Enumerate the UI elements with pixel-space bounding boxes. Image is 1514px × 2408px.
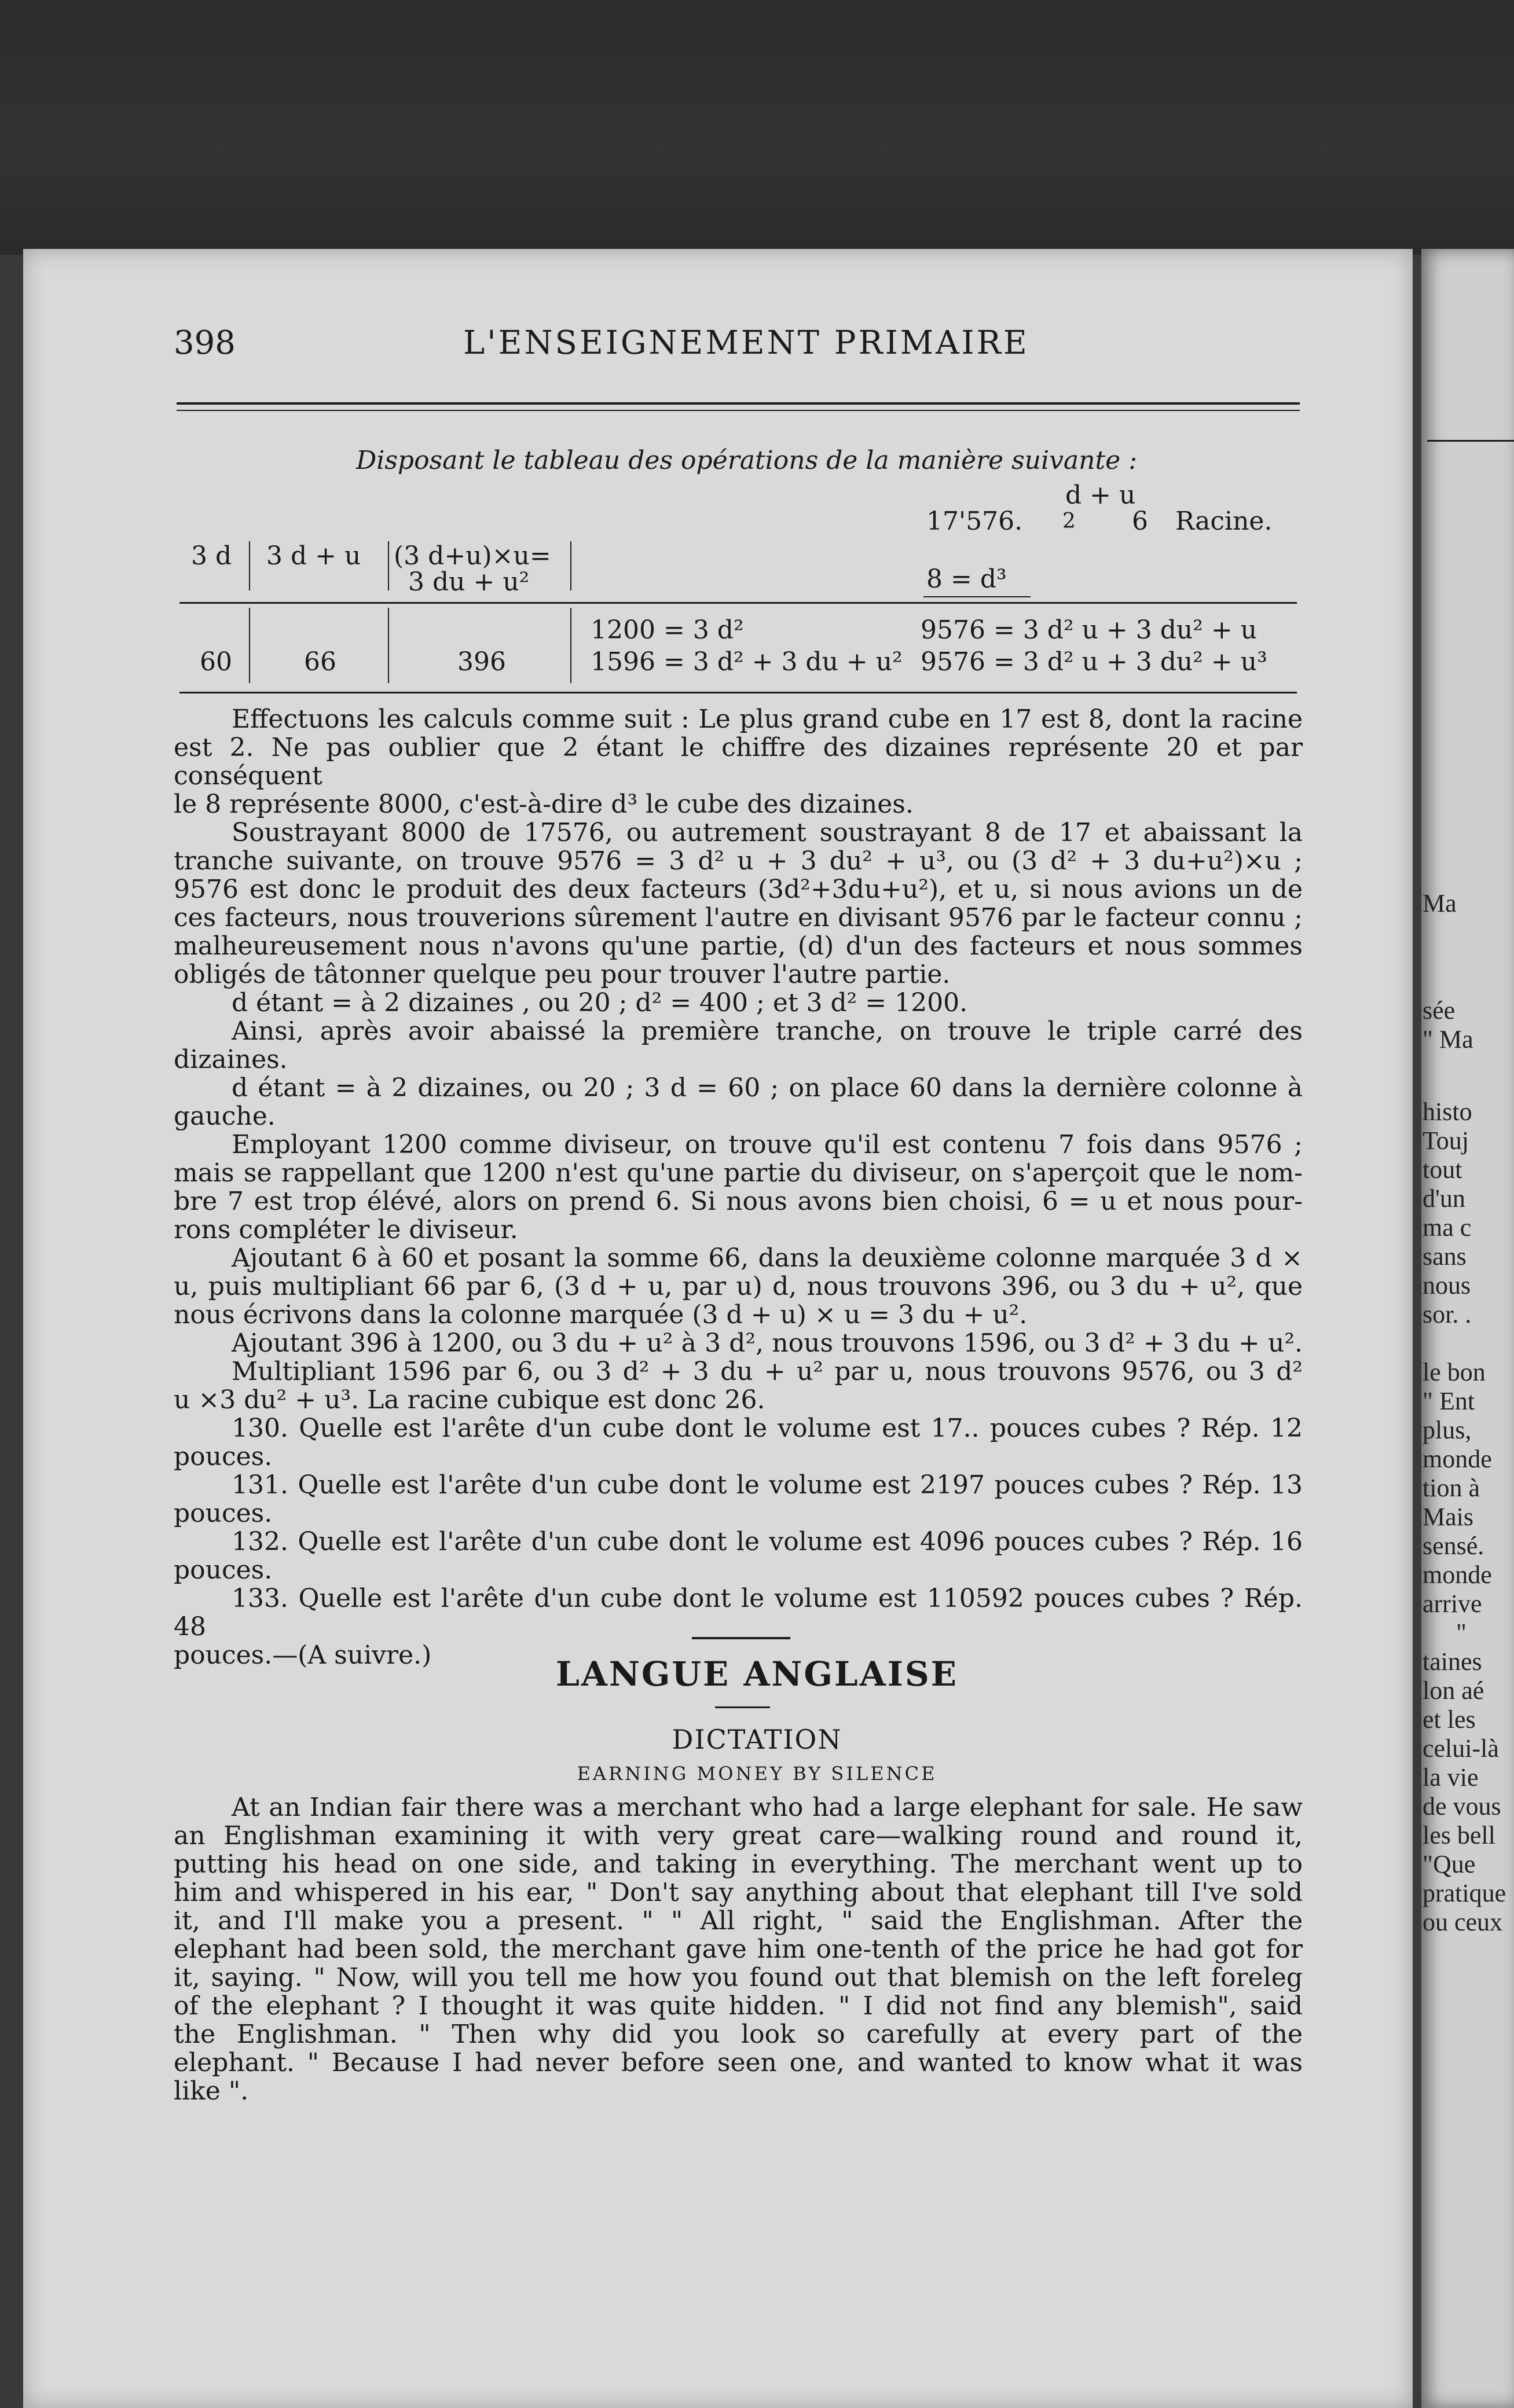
table-value-396: 396 [457, 647, 506, 677]
exercise-130: 130. Quelle est l'arête d'un cube dont le volume est 17.. pouces cubes ? Rép. 12 [232, 1414, 1303, 1443]
table-vline-5 [388, 608, 389, 683]
body-line: tranche suivante, on trouve 9576 = 3 d² u + 3 du² + u³, ou (3 d² + 3 du+u²)×u ; [174, 846, 1303, 876]
right-fragment: Touj [1423, 1126, 1469, 1155]
body-line: dizaines. [174, 1045, 288, 1074]
right-fragment: tout [1423, 1155, 1462, 1184]
right-fragment: de vous [1423, 1792, 1501, 1820]
body-line: gauche. [174, 1102, 276, 1131]
racine-top: d + u [1065, 480, 1136, 510]
story-line: an Englishman examining it with very great care—walking round and round it, [174, 1821, 1303, 1851]
right-fragment: lon aé [1423, 1676, 1484, 1705]
table-intro: Disposant le tableau des opérations de la manière suivante : [356, 446, 1138, 475]
exercise-133: 133. Quelle est l'arête d'un cube dont le volume est 110592 pouces cubes ? Rép. 48 [174, 1584, 1303, 1642]
right-fragment: tion à [1423, 1474, 1480, 1502]
scanner-background [0, 0, 1514, 255]
table-header-product-2: 3 du + u² [408, 567, 530, 597]
body-line: mais se rappellant que 1200 n'est qu'une partie du diviseur, on s'aperçoit que le nom- [174, 1158, 1303, 1188]
body-line: pouces. [174, 1555, 273, 1585]
story-line: it, and I'll make you a present. " " All right, " said the Englishman. After the [174, 1906, 1303, 1936]
story-line: of the elephant ? I thought it was quite hidden. " I did not find any blemish", said [174, 1991, 1303, 2021]
body-line: d étant = à 2 dizaines , ou 20 ; d² = 400 ; et 3 d² = 1200. [232, 988, 968, 1018]
first-cube-rule [923, 596, 1031, 597]
right-fragment: nous [1423, 1271, 1471, 1300]
story-line: the Englishman. " Then why did you look so carefully at every part of the [174, 2020, 1303, 2049]
right-fragment: sor. . [1423, 1300, 1472, 1328]
exercise-131: 131. Quelle est l'arête d'un cube dont le volume est 2197 pouces cubes ? Rép. 13 [232, 1470, 1303, 1500]
right-page-edge [1421, 249, 1514, 2408]
right-fragment: le bon [1423, 1358, 1486, 1386]
dictation-heading: DICTATION [672, 1724, 842, 1755]
right-fragment: et les [1423, 1705, 1476, 1734]
right-fragment: la vie [1423, 1763, 1479, 1792]
table-rule-top [179, 602, 1297, 604]
right-fragment: plus, [1423, 1416, 1472, 1444]
table-header-product: (3 d+u)×u= [394, 541, 551, 571]
body-line: nous écrivons dans la colonne marquée (3 d + u) × u = 3 du + u². [174, 1300, 1028, 1330]
body-line: rons compléter le diviseur. [174, 1215, 518, 1245]
body-line: ces facteurs, nous trouverions sûrement l'autre en divisant 9576 par le facteur connu ; [174, 903, 1303, 933]
right-fragment: pratique [1423, 1879, 1506, 1907]
story-line: elephant. " Because I had never before seen one, and wanted to know what it was [174, 2048, 1303, 2077]
right-fragment: taines [1423, 1647, 1482, 1676]
story-line: it, saying. " Now, will you tell me how you found out that blemish on the left foreleg [174, 1963, 1303, 1992]
body-line: Soustrayant 8000 de 17576, ou autrement soustrayant 8 de 17 et abaissant la [232, 818, 1303, 847]
body-line: est 2. Ne pas oublier que 2 étant le chiffre des dizaines représente 20 et par conséquent [174, 733, 1303, 791]
table-header-3d-u: 3 d + u [266, 541, 361, 571]
right-fragment: " Ma [1423, 1025, 1473, 1054]
racine-digit-d: 2 [1062, 509, 1076, 533]
running-title: L'ENSEIGNEMENT PRIMAIRE [463, 324, 1029, 362]
subtitle-rule [715, 1706, 770, 1708]
story-title: EARNING MONEY BY SILENCE [577, 1763, 937, 1785]
table-rule-bottom [179, 692, 1297, 693]
body-line: Employant 1200 comme diviseur, on trouve qu'il est contenu 7 fois dans 9576 ; [232, 1130, 1303, 1159]
right-fragment: les bell [1423, 1821, 1495, 1849]
body-line: pouces. [174, 1442, 273, 1471]
table-vline-1 [249, 541, 250, 590]
right-fragment: Ma [1423, 889, 1457, 917]
section-title: LANGUE ANGLAISE [556, 1654, 958, 1694]
story-line: elephant had been sold, the merchant gave him one-tenth of the price he had got for [174, 1935, 1303, 1964]
racine-digit-u: 6 [1132, 506, 1148, 536]
racine-label: Racine. [1175, 506, 1273, 536]
exercise-132: 132. Quelle est l'arête d'un cube dont le volume est 4096 pouces cubes ? Rép. 16 [232, 1527, 1303, 1557]
right-fragment: " [1456, 1618, 1467, 1647]
body-line: pouces.—(A suivre.) [174, 1640, 432, 1670]
table-value-66: 66 [304, 647, 336, 677]
table-vline-6 [570, 608, 571, 683]
header-rule-thick [177, 402, 1300, 405]
body-line: u, puis multipliant 66 par 6, (3 d + u, par u) d, nous trouvons 396, ou 3 du + u², que [174, 1272, 1303, 1301]
table-eq-1596: 1596 = 3 d² + 3 du + u² [591, 647, 903, 677]
table-eq-1200: 1200 = 3 d² [591, 615, 744, 645]
page-number: 398 [174, 324, 236, 362]
story-line: him and whispered in his ear, " Don't say anything about that elephant till I've sold [174, 1878, 1303, 1907]
table-header-3d: 3 d [191, 541, 232, 571]
body-line: obligés de tâtonner quelque peu pour trouver l'autre partie. [174, 960, 951, 989]
right-fragment: sensé. [1423, 1532, 1484, 1560]
section-rule [692, 1637, 790, 1639]
body-line: le 8 représente 8000, c'est-à-dire d³ le cube des dizaines. [174, 790, 914, 819]
body-line: d étant = à 2 dizaines, ou 20 ; 3 d = 60 ; on place 60 dans la dernière colonne à [232, 1073, 1303, 1103]
right-fragment: arrive [1423, 1590, 1482, 1618]
table-remainder-1: 9576 = 3 d² u + 3 du² + u [921, 615, 1258, 645]
right-fragment: " Ent [1423, 1387, 1475, 1415]
body-line: malheureusement nous n'avons qu'une partie, (d) d'un des facteurs et nous sommes [174, 931, 1303, 961]
right-page-rule [1427, 440, 1514, 442]
right-fragment: sée [1423, 996, 1456, 1025]
right-fragment: sans [1423, 1242, 1467, 1271]
body-text [174, 705, 1303, 1669]
right-fragment: monde [1423, 1445, 1492, 1473]
right-fragment: histo [1423, 1097, 1472, 1126]
body-line: bre 7 est trop élévé, alors on prend 6. Si nous avons bien choisi, 6 = u et nous pour- [174, 1187, 1303, 1216]
racine-number: 17'576. [926, 506, 1023, 536]
right-fragment: d'un [1423, 1184, 1465, 1213]
story-line: At an Indian fair there was a merchant who had a large elephant for sale. He saw [232, 1793, 1303, 1822]
body-line: u ×3 du² + u³. La racine cubique est donc 26. [174, 1385, 765, 1415]
table-remainder-2: 9576 = 3 d² u + 3 du² + u³ [921, 647, 1267, 677]
right-fragment: monde [1423, 1561, 1492, 1589]
story-line: putting his head on one side, and taking in everything. The merchant went up to [174, 1849, 1303, 1879]
body-line: Multipliant 1596 par 6, ou 3 d² + 3 du + u² par u, nous trouvons 9576, ou 3 d² [232, 1357, 1303, 1386]
right-fragment: ma c [1423, 1213, 1472, 1242]
right-fragment: Mais [1423, 1503, 1473, 1531]
first-cube: 8 = d³ [926, 564, 1007, 594]
right-fragment: celui-là [1423, 1734, 1499, 1763]
right-fragment: ou ceux [1423, 1908, 1503, 1936]
right-fragment: "Que [1423, 1850, 1476, 1878]
table-vline-4 [249, 608, 250, 683]
table-vline-2 [388, 541, 389, 590]
body-line: pouces. [174, 1499, 273, 1528]
story-text [174, 1793, 1303, 2105]
table-vline-3 [570, 541, 571, 590]
body-line: 9576 est donc le produit des deux facteurs (3d²+3du+u²), et u, si nous avions un de [174, 875, 1303, 904]
body-line: Ajoutant 6 à 60 et posant la somme 66, dans la deuxième colonne marquée 3 d × [232, 1243, 1303, 1273]
body-line: Ajoutant 396 à 1200, ou 3 du + u² à 3 d², nous trouvons 1596, ou 3 d² + 3 du + u². [232, 1328, 1303, 1358]
story-line: like ". [174, 2076, 249, 2106]
header-rule-thin [177, 410, 1300, 411]
body-line: Ainsi, après avoir abaissé la première tranche, on trouve le triple carré des [232, 1016, 1303, 1046]
body-line: Effectuons les calculs comme suit : Le plus grand cube en 17 est 8, dont la racine [232, 704, 1303, 734]
table-value-60: 60 [200, 647, 232, 677]
